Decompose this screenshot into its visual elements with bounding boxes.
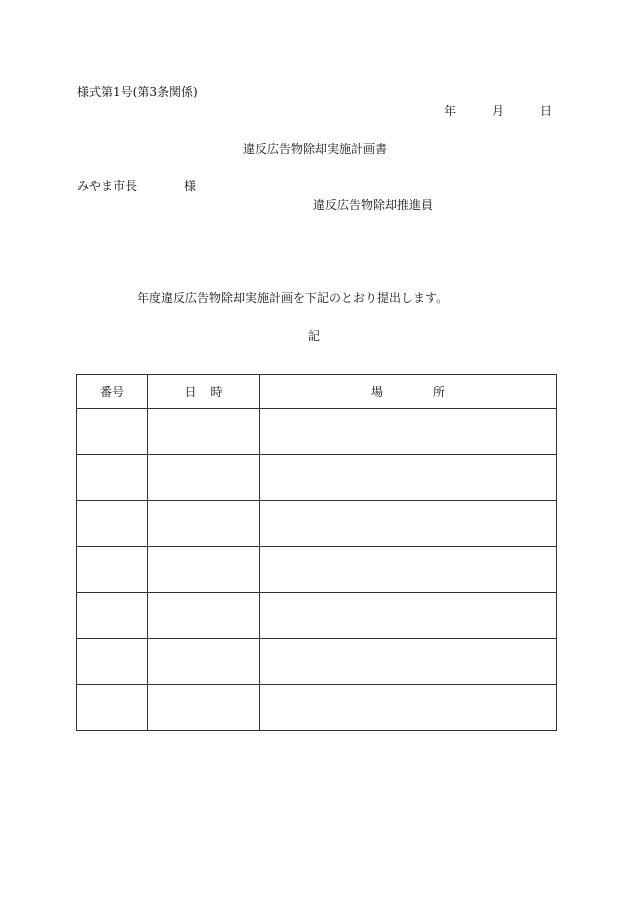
cell-datetime[interactable] <box>148 639 260 685</box>
table-row <box>77 593 557 639</box>
cell-place[interactable] <box>260 547 557 593</box>
date-month-label: 月 <box>492 104 505 118</box>
addressee-honorific: 様 <box>184 179 197 193</box>
cell-number[interactable] <box>77 593 148 639</box>
date-day-label: 日 <box>540 104 553 118</box>
ki-heading: 記 <box>308 329 321 343</box>
cell-datetime[interactable] <box>148 685 260 731</box>
table-row <box>77 685 557 731</box>
document-title: 違反広告物除却実施計画書 <box>243 142 388 156</box>
table-row <box>77 455 557 501</box>
header-number-label: 番号 <box>99 385 124 399</box>
cell-number[interactable] <box>77 685 148 731</box>
cell-datetime[interactable] <box>148 547 260 593</box>
table-header-row <box>77 375 557 409</box>
cell-number[interactable] <box>77 639 148 685</box>
header-place-label-2: 所 <box>433 385 446 399</box>
header-number <box>77 375 148 409</box>
header-datetime-label-2: 時 <box>210 385 223 399</box>
form-number: 様式第1号(第3条関係) <box>77 85 198 99</box>
header-datetime <box>148 375 260 409</box>
cell-place[interactable] <box>260 455 557 501</box>
cell-place[interactable] <box>260 593 557 639</box>
header-place-label-1: 場 <box>370 385 383 399</box>
header-datetime-label-1: 日 <box>184 385 197 399</box>
cell-place[interactable] <box>260 685 557 731</box>
addressee-name: みやま市長 <box>77 179 138 193</box>
table-row <box>77 547 557 593</box>
table-row <box>77 501 557 547</box>
cell-number[interactable] <box>77 409 148 455</box>
cell-datetime[interactable] <box>148 501 260 547</box>
cell-datetime[interactable] <box>148 409 260 455</box>
cell-number[interactable] <box>77 547 148 593</box>
plan-table <box>76 374 557 731</box>
date-year-label: 年 <box>444 104 457 118</box>
cell-number[interactable] <box>77 501 148 547</box>
table-row <box>77 639 557 685</box>
sender-title: 違反広告物除却推進員 <box>313 198 434 212</box>
table-row <box>77 409 557 455</box>
cell-place[interactable] <box>260 639 557 685</box>
cell-place[interactable] <box>260 409 557 455</box>
submission-statement: 年度違反広告物除却実施計画を下記のとおり提出します。 <box>137 291 449 305</box>
cell-datetime[interactable] <box>148 455 260 501</box>
cell-datetime[interactable] <box>148 593 260 639</box>
cell-place[interactable] <box>260 501 557 547</box>
header-place <box>260 375 557 409</box>
cell-number[interactable] <box>77 455 148 501</box>
